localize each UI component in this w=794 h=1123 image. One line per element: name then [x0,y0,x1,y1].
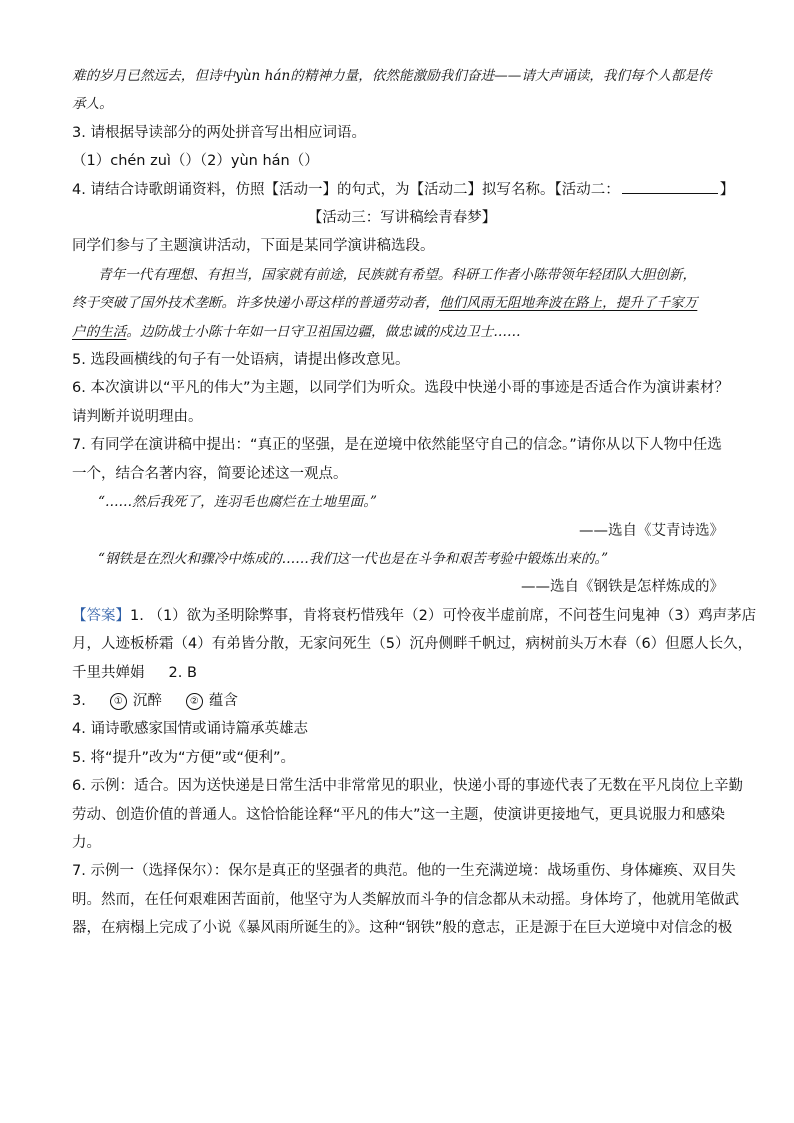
document-page [72,62,757,943]
question-3-blanks: （1）chén zuì（）（2）yùn hán（） [72,153,319,170]
speech-text: 终于突破了国外技术垄断。许多快递小哥这样的普通劳动者， [72,295,440,312]
answer-7-line: 7. 示例一（选择保尔）：保尔是真正的坚强者的典范。他的一生充满逆境：战场重伤、身体瘫痪、双目失 [72,863,736,880]
answer-1-text: 1. （1）欲为圣明除弊事，肯将衰朽惜残年（2）可怜夜半虚前席，不问苍生问鬼神（3）鸡声茅店 [130,607,757,624]
activity-3-title: 【活动三：写讲稿绘青春梦】 [307,210,497,227]
question-6-line: 请判断并说明理由。 [72,408,203,425]
question-7-line: 一个，结合名著内容，简要论述这一观点。 [72,465,348,482]
circled-one-icon: ① [110,693,127,710]
answer-tag: 【答案】 [72,607,130,624]
underlined-sentence: 他们风雨无阻地奔波在路上，提升了千家万 [439,295,698,312]
answer-3-word: 蕴含 [208,692,238,709]
answer-2: 2. B [168,664,197,681]
speech-text: 。边防战士小陈十年如一日守卫祖国边疆，做忠诚的戍边卫士…… [126,323,521,340]
answer-1-line [72,659,732,687]
speech-excerpt-line [72,289,732,317]
underlined-sentence: 户的生活 [72,323,127,340]
question-7-line: 7. 有同学在演讲稿中提出：“真正的坚强，是在逆境中依然能坚守自己的信念。”请你从以下人物中任选 [72,437,722,454]
answer-blank[interactable] [622,179,718,194]
answer-4: 4. 诵诗歌感家国情或诵诗篇承英雄志 [72,721,308,738]
quote-source: ——选自《钢铁是怎样炼成的》 [521,579,724,596]
reading-text-line: 承人。 [72,96,113,113]
answer-6-line: 6. 示例：适合。因为送快递是日常生活中非常常见的职业，快递小哥的事迹代表了无数在平凡岗位上辛勤 [72,778,743,795]
answer-1-line: 月，人迹板桥霜（4）有弟皆分散，无家问死生（5）沉舟侧畔千帆过，病树前头万木春（6）但愿人长久， [72,636,753,653]
answer-6-line: 力。 [72,834,101,851]
answer-6-line: 劳动、创造价值的普通人。这恰恰能诠释“平凡的伟大”这一主题，使演讲更接地气，更具说服力和感染 [72,806,726,823]
speech-excerpt-line [72,318,732,346]
answer-3-word: 沉醉 [132,692,162,709]
speech-intro: 同学们参与了主题演讲活动，下面是某同学演讲稿选段。 [72,238,435,255]
answer-7-line: 器，在病榻上完成了小说《暴风雨所诞生的》。这种“钢铁”般的意志，正是源于在巨大逆境中对信念的极 [72,920,733,937]
answer-1-text: 千里共婵娟 [72,664,145,681]
question-3: 3. 请根据导读部分的两处拼音写出相应词语。 [72,124,366,141]
reading-text-line: 难的岁月已然远去，但诗中yùn hán的精神力量，依然能激励我们奋进——请大声诵读，我们每个人都是传 [72,68,712,84]
answer-5: 5. 将“提升”改为“方便”或“便利”。 [72,749,296,766]
answer-7-line: 明。然而，在任何艰难困苦面前，他坚守为人类解放而斗争的信念都从未动摇。身体垮了，他就用笔做武 [72,891,739,908]
quote-source: ——选自《艾青诗选》 [579,522,724,539]
question-4-text: 4. 请结合诗歌朗诵资料，仿照【活动一】的句式，为【活动二】拟写名称。【活动二： [72,181,620,198]
quote-aiqing: “……然后我死了，连羽毛也腐烂在土地里面。” [98,494,377,511]
question-6-line: 6. 本次演讲以“平凡的伟大”为主题，以同学们为听众。选段中快递小哥的事迹是否适合作为演讲素材？ [72,380,729,397]
question-5: 5. 选段画横线的句子有一处语病，请提出修改意见。 [72,352,410,369]
circled-two-icon: ② [186,693,203,710]
question-4-close: 】 [719,181,735,198]
answer-1-line [72,602,757,630]
quote-gangtie: “钢铁是在烈火和骤冷中炼成的……我们这一代也是在斗争和艰苦考验中锻炼出来的。” [98,550,609,567]
answer-3 [72,687,732,715]
answer-3-number: 3. [72,692,86,709]
speech-excerpt-line: 青年一代有理想、有担当，国家就有前途，民族就有希望。科研工作者小陈带领年轻团队大胆创新， [98,266,697,283]
question-4 [72,176,735,204]
